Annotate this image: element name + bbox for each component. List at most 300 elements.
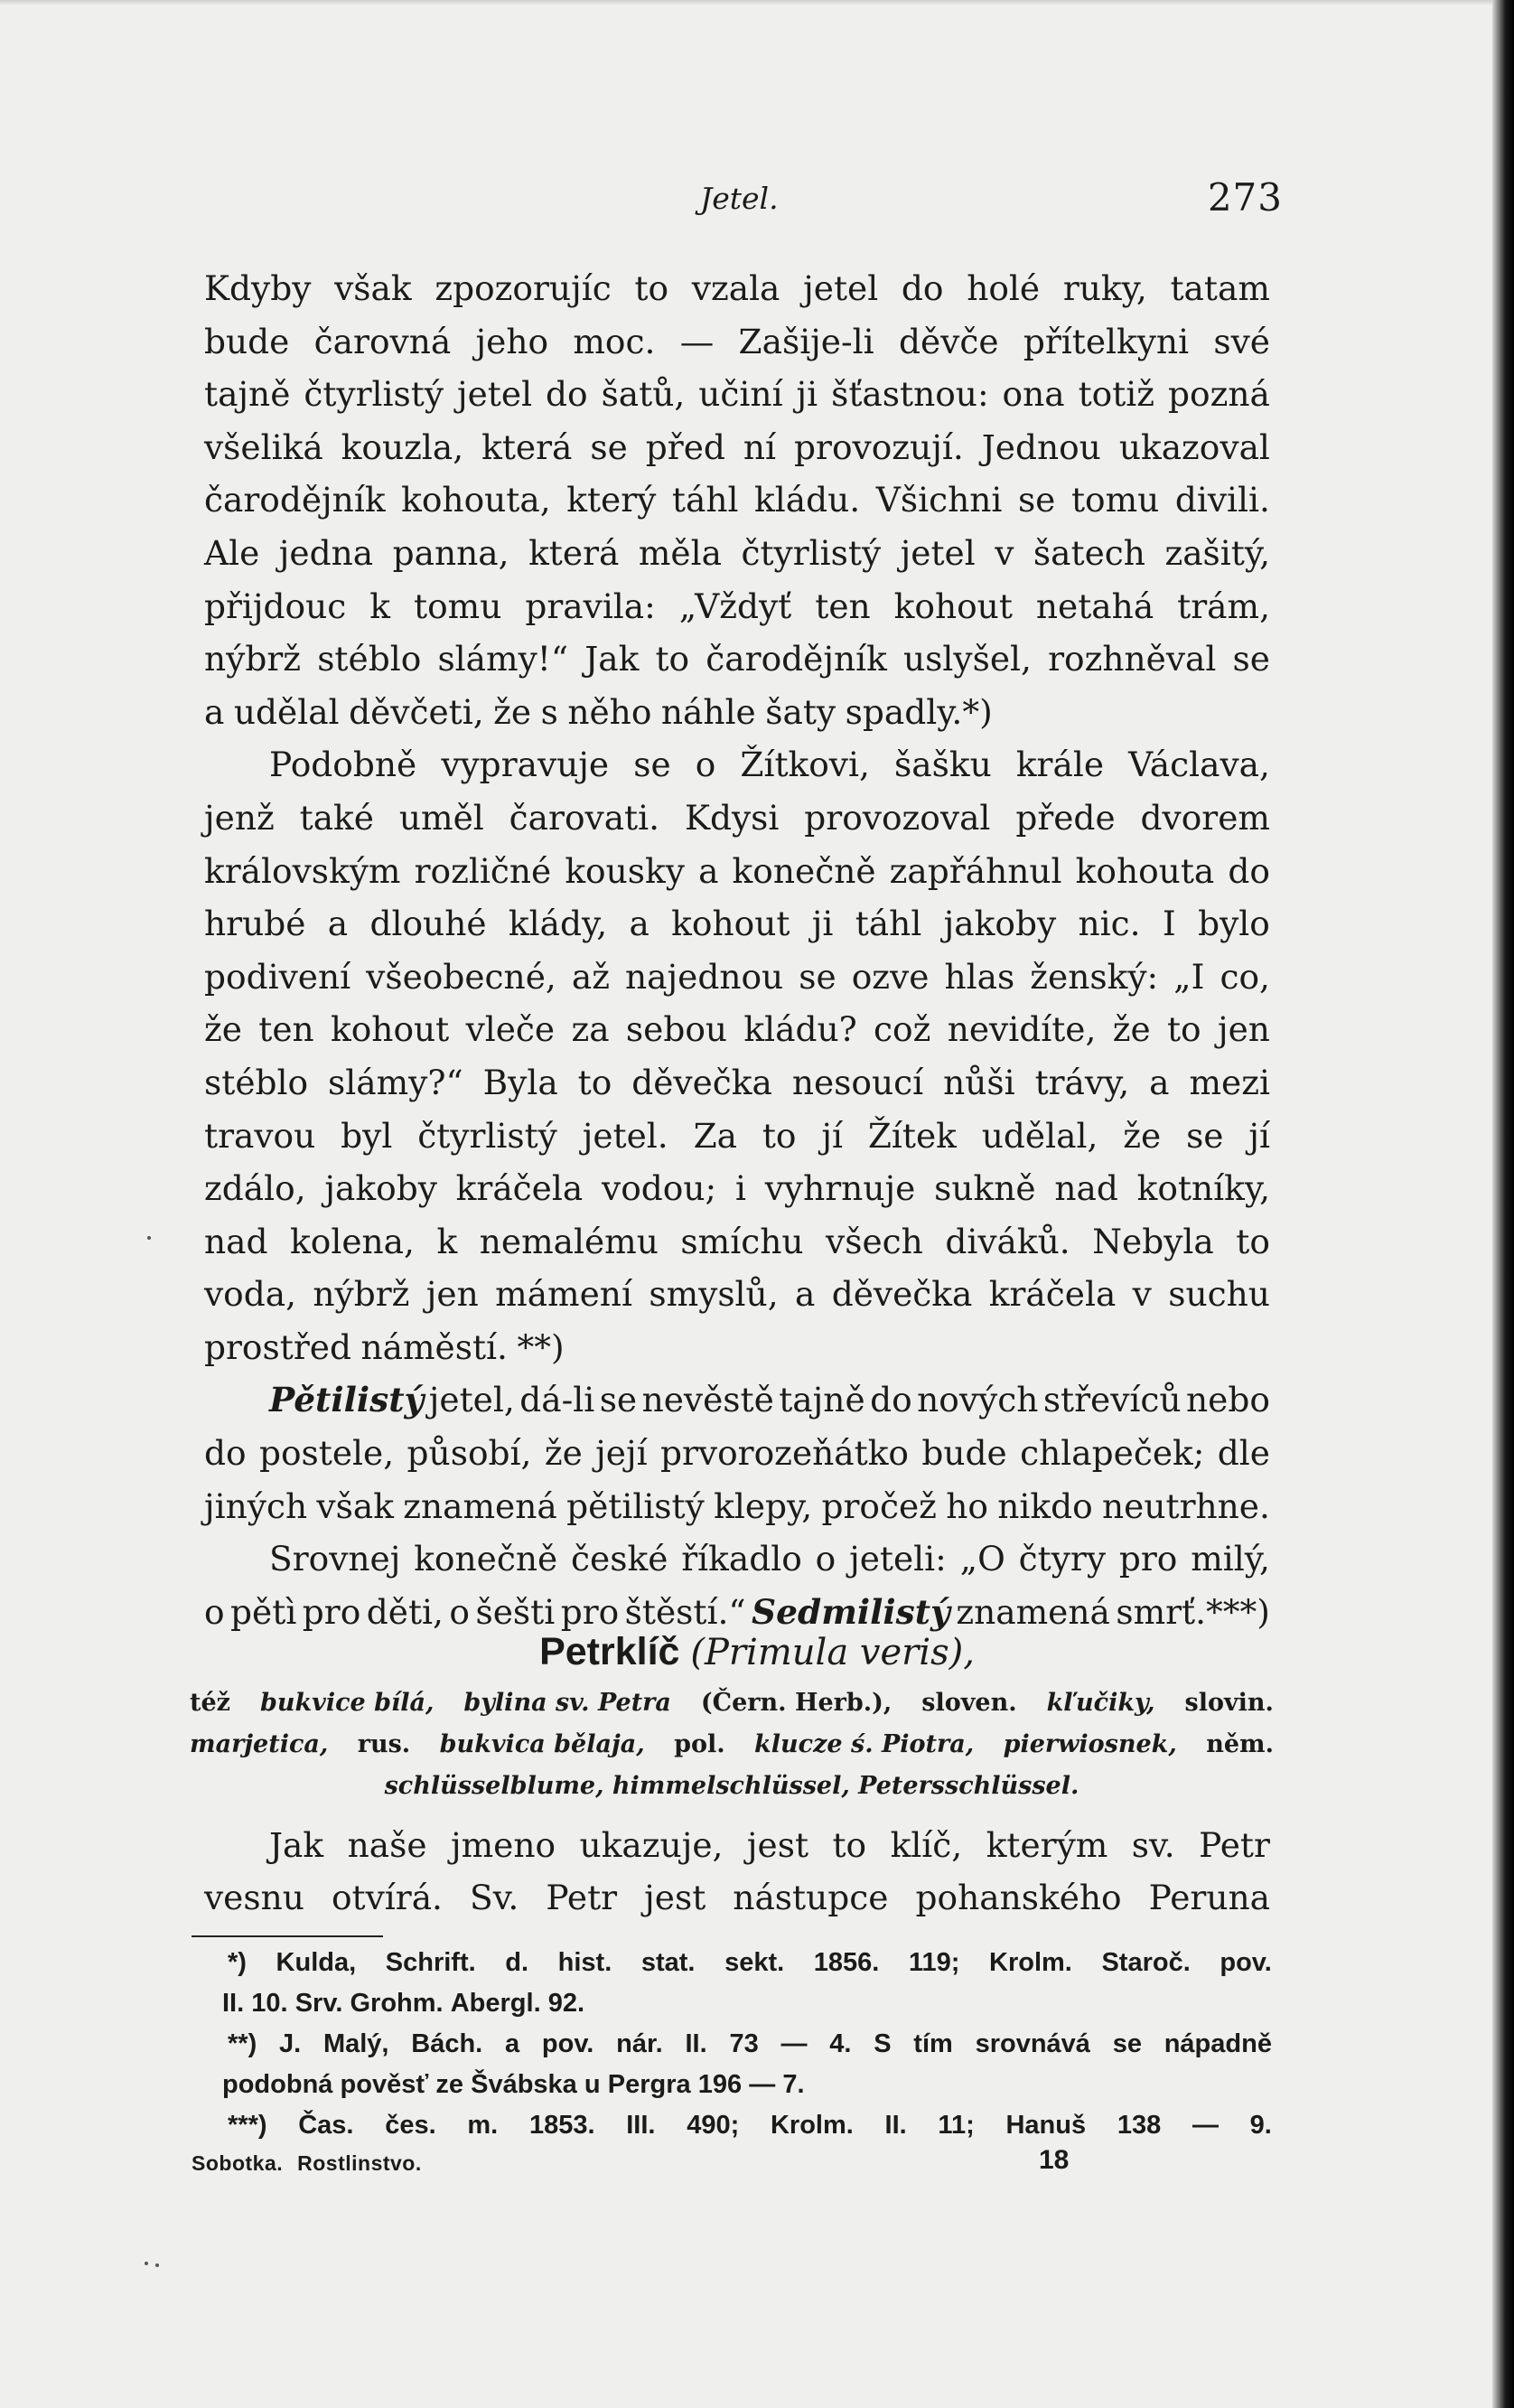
section-title-name: Petrklíč	[539, 1630, 680, 1673]
word: kľučiky,	[1046, 1689, 1155, 1717]
word: jí	[1248, 1115, 1270, 1156]
word: to	[655, 639, 690, 679]
word: též	[190, 1689, 230, 1717]
word: 7.	[782, 2070, 805, 2099]
text-line	[204, 1162, 1270, 1215]
word: šťastnou:	[831, 374, 989, 415]
text-line	[204, 1871, 1270, 1924]
word: Peruna	[1148, 1878, 1270, 1917]
word: Srovnej	[269, 1539, 401, 1579]
text-line	[204, 1056, 1270, 1110]
word: tím	[913, 2029, 953, 2058]
running-title: Jetel.	[700, 181, 779, 216]
word: pětì	[230, 1591, 297, 1632]
word: čtyrlistý	[741, 532, 882, 573]
text-line	[204, 368, 1270, 421]
word: klepy,	[714, 1485, 813, 1526]
text-line	[204, 1532, 1270, 1586]
word: totiž	[1078, 374, 1155, 415]
word: Kdyby	[204, 268, 312, 308]
word: Nebyla	[1092, 1221, 1214, 1261]
word: tomu	[414, 586, 502, 626]
word: před	[645, 426, 725, 467]
word: ji	[811, 904, 834, 944]
text-line	[204, 951, 1270, 1004]
word: prvorozeňátko	[659, 1433, 910, 1474]
word: pětilistý	[566, 1485, 705, 1526]
synonym-line	[190, 1766, 1274, 1807]
word: provozoval	[804, 797, 991, 838]
word: zpozorujíc	[435, 268, 612, 308]
word: ruky,	[1062, 268, 1147, 308]
word: chlapeček;	[1020, 1433, 1205, 1474]
word: co,	[1220, 956, 1270, 997]
word: travou	[204, 1115, 316, 1156]
word: nebo	[1186, 1380, 1270, 1420]
word: —	[749, 2070, 776, 2099]
word: to	[832, 1825, 867, 1865]
word: 73	[729, 2029, 759, 2058]
text-line	[204, 632, 1270, 686]
word: kohouta,	[401, 480, 551, 520]
word: Sedmilistý	[752, 1591, 950, 1632]
word: sekt.	[724, 1948, 785, 1977]
word: 138	[1117, 2111, 1162, 2140]
word: rus.	[357, 1730, 411, 1758]
sheet-number: 18	[1039, 2145, 1070, 2175]
word: nad	[1054, 1168, 1118, 1209]
word: srovnává	[975, 2029, 1090, 2058]
word: do	[1228, 850, 1270, 891]
word: tatam	[1170, 268, 1270, 308]
word: pov.	[541, 2029, 594, 2058]
word: táhl	[671, 480, 739, 520]
word: hrubé	[204, 904, 306, 944]
word: vleče	[465, 1009, 556, 1050]
word: bylo	[1198, 904, 1270, 944]
word: 1853.	[528, 2111, 595, 2140]
word: kohouta	[1075, 850, 1215, 891]
word: a	[204, 691, 225, 732]
word: Sv.	[470, 1878, 519, 1917]
word: šaty	[765, 691, 836, 732]
text-line	[204, 1268, 1270, 1321]
word: všech	[826, 1221, 923, 1261]
word: že	[1123, 1115, 1162, 1156]
word: o	[204, 1591, 225, 1632]
word: sukně	[934, 1168, 1036, 1209]
word: čtyrlistý	[417, 1115, 557, 1156]
word: moc.	[573, 321, 656, 361]
word: Čas.	[298, 2111, 354, 2140]
word: nýbrž	[313, 1274, 410, 1315]
text-line	[204, 1215, 1270, 1269]
word: slovin.	[1184, 1689, 1274, 1717]
word: II.	[884, 2111, 907, 2140]
word: přede	[1015, 797, 1116, 838]
word: vypravuje	[441, 745, 610, 785]
word: nemalému	[479, 1221, 659, 1261]
word: do	[901, 268, 944, 308]
word: jest	[644, 1878, 706, 1917]
word: i	[734, 1168, 746, 1209]
word: pro	[1118, 1539, 1178, 1579]
word: však	[316, 1485, 394, 1526]
word: děvečka	[631, 1062, 772, 1102]
word: 1856.	[813, 1948, 880, 1977]
word: kolena,	[290, 1221, 415, 1261]
printer-signature	[192, 2151, 422, 2176]
word: to	[1236, 1221, 1270, 1261]
word: Bách.	[411, 2029, 483, 2058]
text-line	[204, 738, 1270, 792]
word: klíč,	[890, 1825, 963, 1865]
word: děvčeti,	[349, 691, 484, 732]
word: —	[679, 321, 715, 361]
word: se	[1112, 2029, 1142, 2058]
word: Pergra	[607, 2070, 691, 2099]
word: nár.	[616, 2029, 663, 2058]
word: pol.	[674, 1730, 725, 1758]
footnote-line	[192, 2024, 1272, 2065]
word: holé	[967, 268, 1041, 308]
word: I	[1162, 904, 1176, 944]
word: tajně	[779, 1380, 865, 1420]
word: byl	[341, 1115, 393, 1156]
word: pohanského	[915, 1878, 1122, 1917]
word: střevíců	[1042, 1380, 1182, 1420]
footnote-line	[192, 2065, 1272, 2105]
word: že	[493, 691, 532, 732]
word: která	[481, 426, 573, 467]
text-line	[204, 845, 1270, 898]
word: jedna	[278, 532, 374, 573]
page-right-edge	[1492, 0, 1514, 2408]
word: Schrift.	[385, 1948, 476, 1977]
word: nůši	[943, 1062, 1015, 1102]
word: také	[299, 797, 374, 838]
footnote-line	[192, 2105, 1272, 2146]
word: ten	[815, 586, 871, 626]
word: se	[633, 745, 671, 785]
word: své	[1213, 321, 1270, 361]
word: za	[571, 1009, 610, 1050]
word: což	[874, 1009, 931, 1050]
word: netahá	[1035, 586, 1154, 626]
word: kohout	[671, 904, 790, 944]
word: Kdysi	[684, 797, 780, 838]
word: znamená	[403, 1485, 557, 1526]
word: pravila:	[525, 586, 656, 626]
word: krále	[1015, 745, 1105, 785]
word: Staroč.	[1101, 1948, 1191, 1977]
word: naše	[347, 1825, 427, 1865]
word: pov.	[1220, 1948, 1272, 1977]
word: k	[369, 586, 391, 626]
word: k	[436, 1221, 458, 1261]
word: Hanuš	[1005, 2111, 1087, 2140]
word: slámy!“	[437, 639, 569, 679]
word: smyslů,	[649, 1274, 779, 1315]
word: čes.	[385, 2111, 436, 2140]
word: 119;	[908, 1948, 960, 1977]
word: slámy?“	[328, 1062, 463, 1102]
word: klády,	[508, 904, 608, 944]
word: jetel	[900, 532, 976, 573]
word: měla	[638, 532, 722, 573]
word: Jednou	[981, 426, 1101, 467]
synonym-line	[190, 1682, 1274, 1724]
word: II.	[222, 1989, 245, 2018]
word: která	[528, 532, 620, 573]
word: kterým	[986, 1825, 1108, 1865]
word: Kulda,	[276, 1948, 357, 1977]
page-header	[190, 175, 1283, 226]
word: s	[540, 691, 558, 732]
signature-work: Rostlinstvo.	[297, 2151, 422, 2175]
word: pověsť	[340, 2070, 429, 2099]
word: Ale	[204, 532, 260, 573]
word: jetel	[456, 374, 533, 415]
word: ozve	[851, 956, 930, 997]
word: trám,	[1177, 586, 1270, 626]
word: to	[1166, 1009, 1201, 1050]
word: že	[1112, 1009, 1151, 1050]
word: jiných	[204, 1485, 308, 1526]
word: stéblo	[204, 1062, 309, 1102]
word: přijdouc	[204, 586, 347, 626]
word: diváků.	[945, 1221, 1070, 1261]
word: bukvice bílá,	[259, 1689, 435, 1717]
word: hist.	[557, 1948, 612, 1977]
word: jí	[821, 1115, 843, 1156]
word: **)	[228, 2029, 257, 2058]
word: jetel.	[582, 1115, 668, 1156]
word: ona	[1002, 374, 1065, 415]
text-line	[204, 262, 1270, 315]
word: bukvica bělaja,	[439, 1730, 645, 1758]
word: Krolm.	[989, 1948, 1072, 1977]
word: 4.	[829, 2029, 852, 2058]
word: to	[577, 1062, 612, 1102]
word: *)	[228, 1948, 247, 1977]
word: nástupce	[733, 1878, 889, 1917]
word: přítelkyni	[1023, 321, 1190, 361]
word: bude	[921, 1433, 1007, 1474]
word: vyhrnuje	[764, 1168, 916, 1209]
word: Pětilistý	[269, 1380, 425, 1420]
word: spadly.*)	[845, 691, 993, 732]
word: působí,	[407, 1433, 532, 1474]
word: suchu	[1168, 1274, 1270, 1315]
text-line	[204, 1110, 1270, 1163]
word: Petr	[1199, 1825, 1270, 1865]
text-line	[204, 792, 1270, 845]
word: pierwiosnek,	[1003, 1730, 1177, 1758]
word: Za	[693, 1115, 737, 1156]
word: sv.	[1131, 1825, 1175, 1865]
word: děti,	[366, 1591, 444, 1632]
word: III.	[626, 2111, 656, 2140]
text-line	[204, 315, 1270, 369]
signature-author: Sobotka.	[192, 2151, 284, 2175]
word: se	[1017, 480, 1056, 520]
word: se	[1232, 639, 1270, 679]
word: její	[595, 1433, 648, 1474]
word: Grohm.	[350, 1989, 444, 2018]
word: děvečka	[831, 1274, 973, 1315]
word: panna,	[392, 532, 509, 573]
word: Petr	[546, 1878, 618, 1917]
word: smrť.***)	[1116, 1591, 1270, 1632]
word: Abergl.	[450, 1989, 541, 2018]
word: jenž	[204, 797, 275, 838]
text-line	[204, 421, 1270, 474]
word: ní	[743, 426, 777, 467]
word: všeobecné,	[366, 956, 556, 997]
word: něho	[567, 691, 652, 732]
word: ***)	[228, 2111, 267, 2140]
word: to	[634, 268, 669, 308]
word: stat.	[640, 1948, 696, 1977]
word: klucze ś. Piotra,	[754, 1730, 975, 1758]
word: sloven.	[921, 1689, 1017, 1717]
word: podivení	[204, 956, 351, 997]
word: o	[695, 745, 716, 785]
word: bude	[204, 321, 290, 361]
word: nad	[204, 1221, 268, 1261]
word: čarovná	[313, 321, 452, 361]
word: 196	[697, 2070, 743, 2099]
word: zdálo,	[204, 1168, 306, 1209]
word: kousky	[565, 850, 685, 891]
word: —	[780, 2029, 808, 2058]
main-text-block	[204, 262, 1270, 1638]
word: „O	[959, 1539, 1005, 1579]
word: šatech	[1033, 532, 1145, 573]
word: uslyšel,	[903, 639, 1032, 679]
text-line	[204, 897, 1270, 951]
word: se	[599, 1380, 638, 1420]
word: o	[449, 1591, 470, 1632]
word: dvorem	[1140, 797, 1270, 838]
word: šešti	[475, 1591, 556, 1632]
word: který	[566, 480, 657, 520]
word: a	[1149, 1062, 1170, 1102]
word: zapřáhnul	[889, 850, 1062, 891]
synonym-line	[190, 1724, 1274, 1766]
word: **)	[517, 1326, 565, 1367]
word: nevidíte,	[947, 1009, 1097, 1050]
word: hlas	[944, 956, 1015, 997]
word: pročež	[821, 1485, 937, 1526]
word: divili.	[1174, 480, 1270, 520]
word: Podobně	[269, 745, 417, 785]
word: a	[795, 1274, 816, 1315]
word: šatů,	[601, 374, 686, 415]
word: jakoby	[324, 1168, 437, 1209]
word: Jak	[584, 639, 640, 679]
word: ženský:	[1030, 956, 1159, 997]
word: udělal	[233, 691, 340, 732]
word: pozná	[1168, 374, 1270, 415]
word: nesoucí	[791, 1062, 924, 1102]
footnote-line	[192, 1943, 1272, 1983]
section-text-block	[204, 1819, 1270, 1924]
word: v	[995, 532, 1014, 573]
word: že	[204, 1009, 242, 1050]
word: konečně	[732, 850, 876, 891]
word: do	[870, 1380, 912, 1420]
word: do	[204, 1433, 247, 1474]
word: II.	[685, 2029, 707, 2058]
word: dá-li	[519, 1380, 595, 1420]
word: se	[799, 956, 836, 997]
word: něm.	[1206, 1730, 1274, 1758]
text-line	[204, 1480, 1270, 1533]
word: S	[874, 2029, 892, 2058]
word: náměstí.	[360, 1326, 508, 1367]
word: jest	[746, 1825, 809, 1865]
word: u	[584, 2070, 601, 2099]
word: ji	[796, 374, 818, 415]
word: čtyrlistý	[304, 374, 444, 415]
word: však	[334, 268, 412, 308]
word: —	[1192, 2111, 1219, 2140]
word: trávy,	[1034, 1062, 1130, 1102]
word: pro	[560, 1591, 620, 1632]
synonyms-block	[190, 1682, 1274, 1807]
word: postele,	[258, 1433, 395, 1474]
word: Václava,	[1128, 745, 1270, 785]
word: až	[571, 956, 610, 997]
word: náhle	[660, 691, 756, 732]
word: jetel	[803, 268, 879, 308]
text-line	[204, 1003, 1270, 1056]
word: učiní	[698, 374, 783, 415]
word: 11;	[938, 2111, 975, 2140]
word: udělal,	[981, 1115, 1098, 1156]
word: Byla	[482, 1062, 558, 1102]
word: Zašije-li	[738, 321, 874, 361]
word: „Vždyť	[678, 586, 792, 626]
word: prostřed	[204, 1326, 351, 1367]
word: stéblo	[317, 639, 422, 679]
text-line	[204, 580, 1270, 633]
word: milý,	[1191, 1539, 1270, 1579]
word: marjetica,	[190, 1730, 329, 1758]
word: říkadlo	[681, 1539, 802, 1579]
word: rozličné	[414, 850, 552, 891]
word: vzala	[691, 268, 780, 308]
word: Žítek	[867, 1115, 957, 1156]
word: ukazuje,	[579, 1825, 724, 1865]
word: Jak	[269, 1825, 324, 1865]
word: (Čern. Herb.),	[700, 1689, 893, 1717]
word: konečně	[414, 1539, 558, 1579]
word: a	[327, 904, 349, 944]
word: jen	[1217, 1009, 1270, 1050]
word: Krolm.	[770, 2111, 854, 2140]
word: do	[546, 374, 588, 415]
word: všeliká	[204, 426, 323, 467]
word: vodou;	[602, 1168, 717, 1209]
word: provozují.	[794, 426, 964, 467]
word: čarodějník	[204, 480, 386, 520]
text-line	[204, 1373, 1270, 1427]
word: 9.	[1249, 2111, 1272, 2140]
footnote-line	[192, 1983, 1272, 2024]
